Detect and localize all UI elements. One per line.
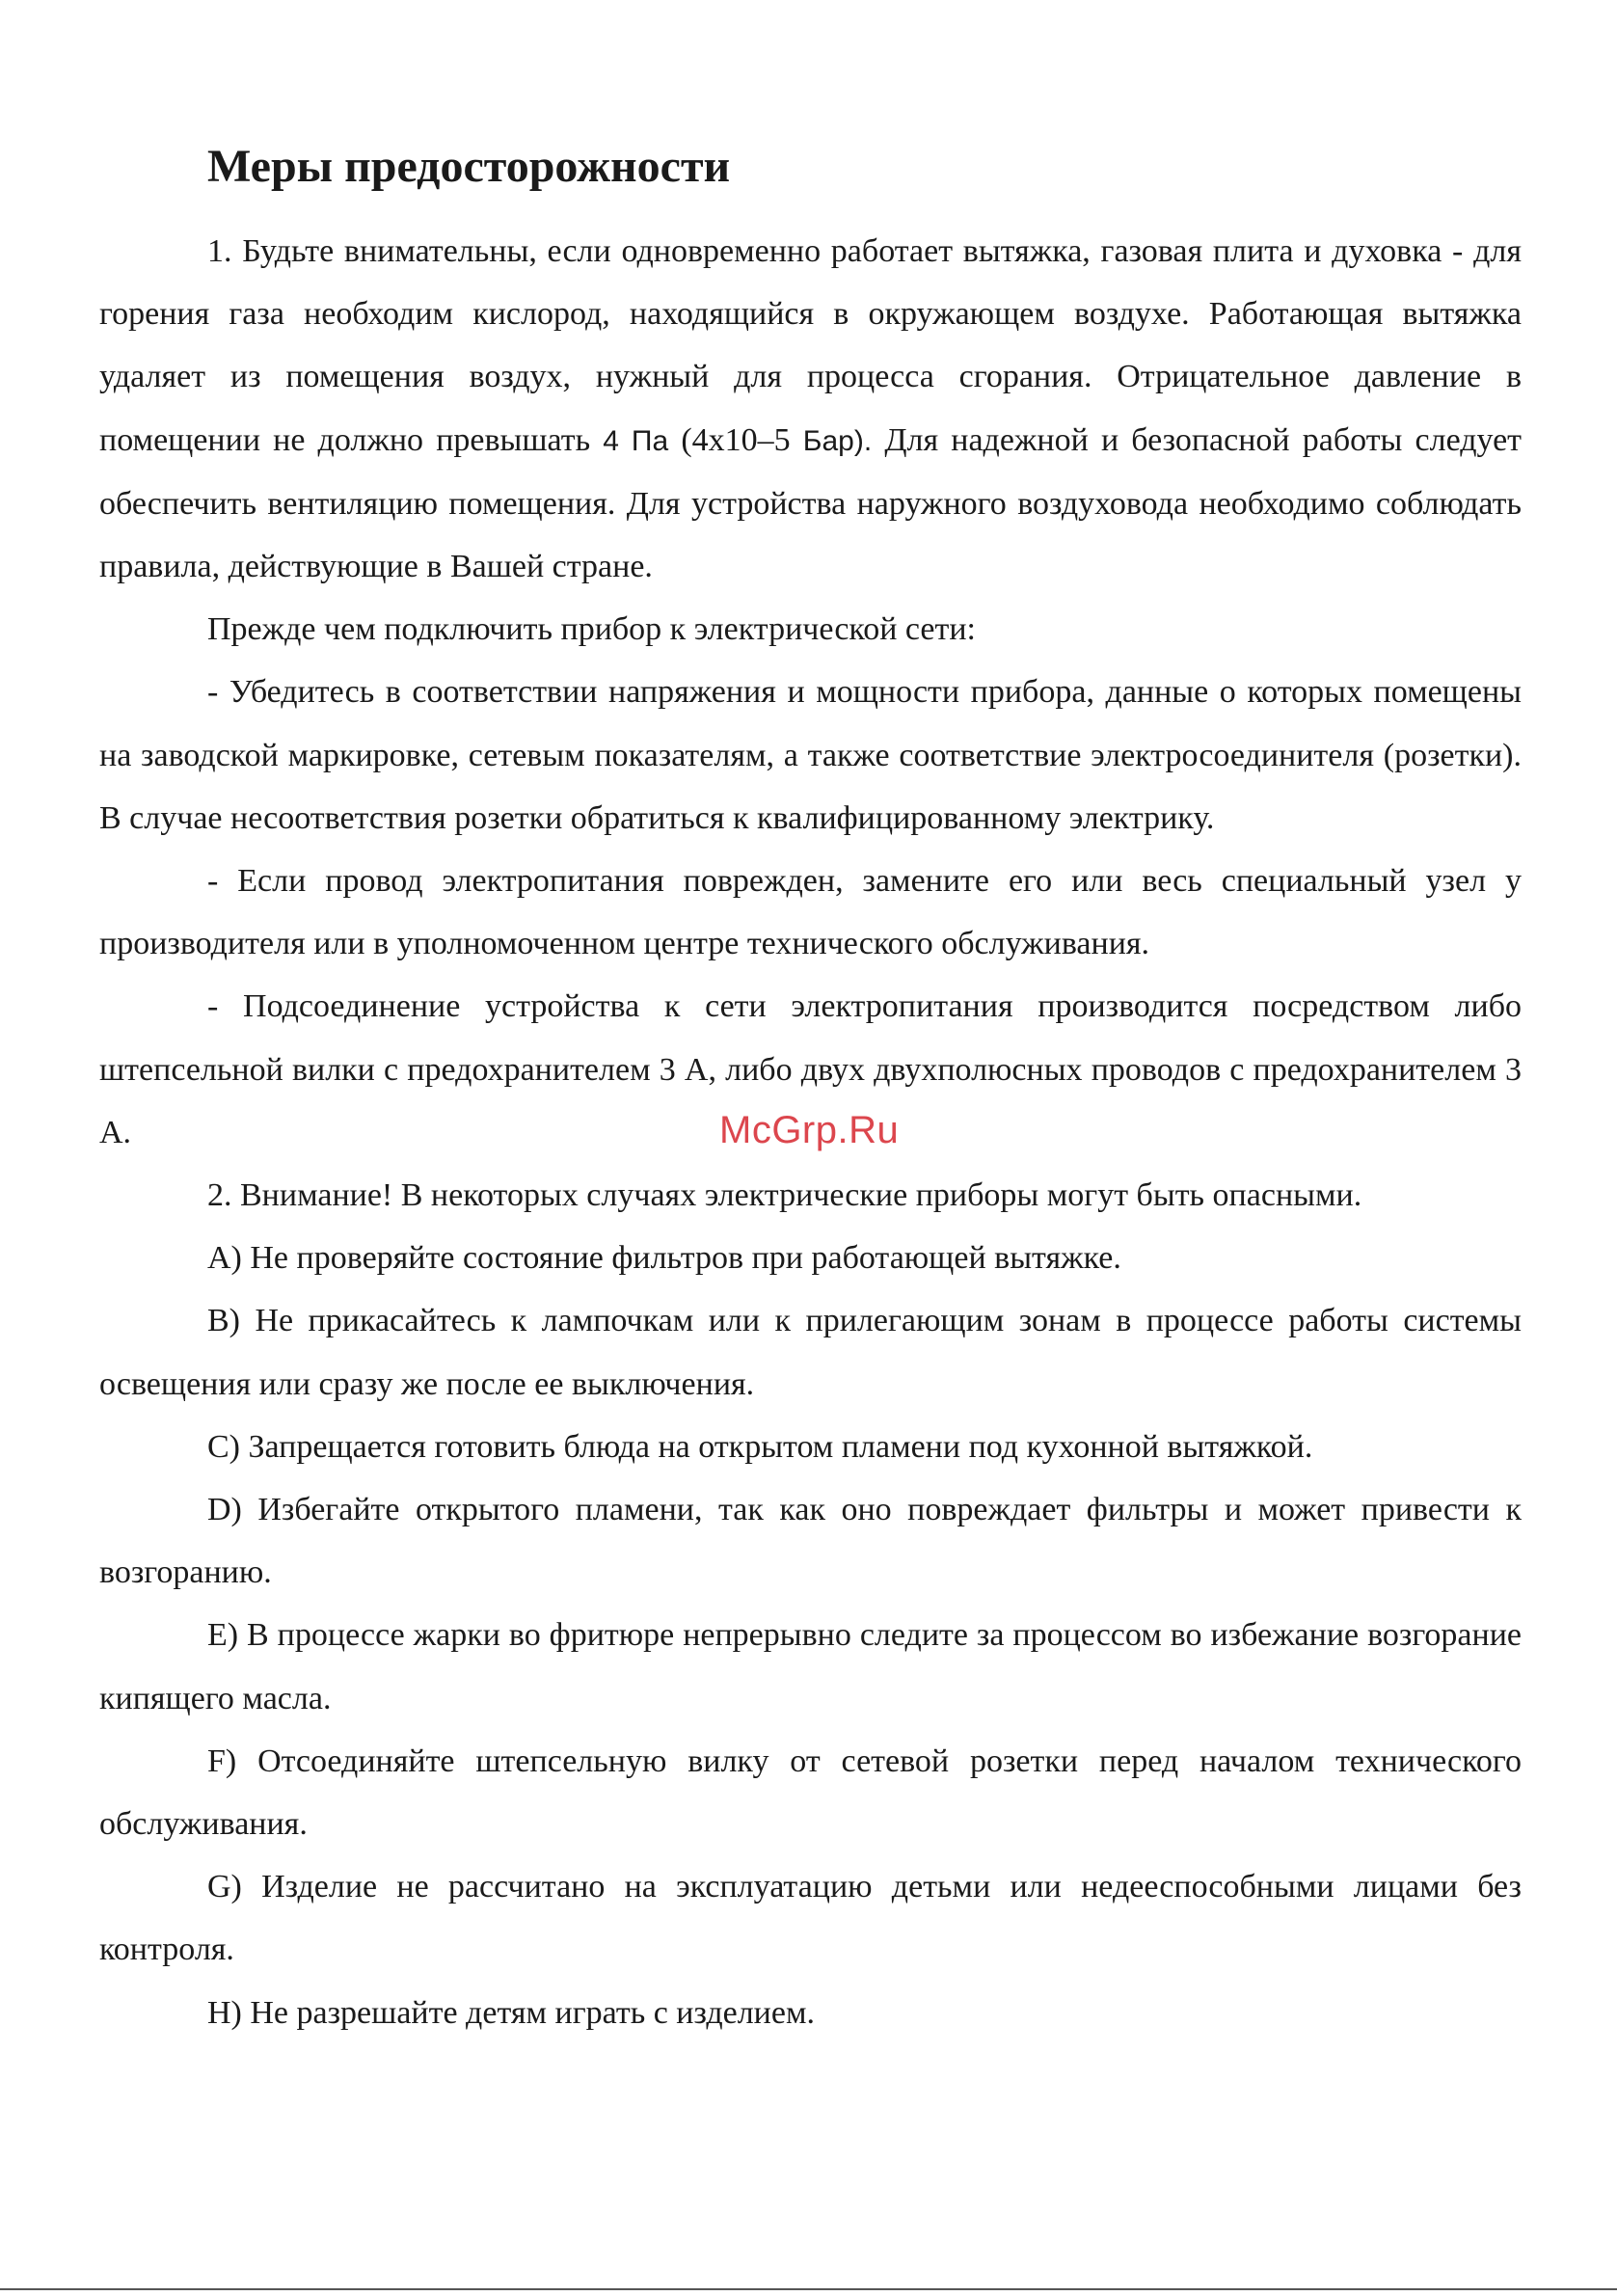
pressure-value: 4 Па [603, 424, 669, 457]
paragraph-item-a: A) Не проверяйте состояние фильтров при работающей вытяжке. [207, 1240, 1121, 1277]
page-bottom-border [0, 2288, 1617, 2290]
paragraph-item-b: B) Не прикасайтесь к лампочкам или к прилегающим зонам в процессе работы системы освещения или сразу же после ее выключения. [99, 1303, 1522, 1402]
paragraph-connection: - Подсоединение устройства к сети электропитания производится посредством либо штепсельной вилки с предохранителем 3 А, либо двух двухполюсных проводов с предохранителем 3 А. [99, 988, 1522, 1150]
paragraph-item-f: F) Отсоединяйте штепсельную вилку от сетевой розетки перед началом технического обслуживания. [99, 1742, 1522, 1843]
paragraph-before-connecting: Прежде чем подключить прибор к электрической сети: [207, 611, 976, 648]
paragraph-1-text-before: 1. Будьте внимательны, если одновременно работает вытяжка, газовая плита и духовка - для горения газа необходим кислород, находящийся в окружающем воздухе. Работающая вытяжка удаляет из помещения воздух, нужный для процесса сгорания. Отрицательное давление в помещении не должно превышать [99, 233, 1522, 458]
paragraph-1 [99, 220, 1522, 598]
paragraph-1-text-after: Для надежной и безопасной работы следует обеспечить вентиляцию помещения. Для устройства наружного воздуховода необходимо соблюдать правила, действующие в Вашей стране. [99, 421, 1523, 585]
document-content [99, 133, 1522, 2044]
paragraph-check-voltage: - Убедитесь в соответствии напряжения и мощности прибора, данные о которых помещены на заводской маркировке, сетевым показателям, а также соответствие электросоединителя (розетки). В случае несоответствия розетки обратиться к квалифицированному электрику. [99, 674, 1522, 836]
paragraph-item-e: E) В процессе жарки во фритюре непрерывно следите за процессом во избежание возгорание кипящего масла. [99, 1617, 1522, 1716]
pressure-unit: Бар). [802, 424, 873, 457]
paragraph-item-c: C) Запрещается готовить блюда на открытом пламени под кухонной вытяжкой. [207, 1428, 1313, 1465]
paragraph-damaged-cord: - Если провод электропитания поврежден, замените его или весь специальный узел у производителя или в уполномоченном центре технического обслуживания. [99, 863, 1522, 962]
pressure-exponent: (4x10–5 [681, 421, 791, 458]
paragraph-item-g: G) Изделие не рассчитано на эксплуатацию детьми или недееспособными лицами без контроля. [99, 1869, 1522, 1968]
watermark: McGrp.Ru [719, 1109, 900, 1151]
paragraph-attention: 2. Внимание! В некоторых случаях электрические приборы могут быть опасными. [207, 1177, 1362, 1214]
paragraph-item-h: H) Не разрешайте детям играть с изделием. [207, 1994, 815, 2031]
paragraph-item-d: D) Избегайте открытого пламени, так как оно повреждает фильтры и может привести к возгоранию. [99, 1492, 1522, 1591]
page-title: Меры предосторожности [207, 141, 731, 192]
